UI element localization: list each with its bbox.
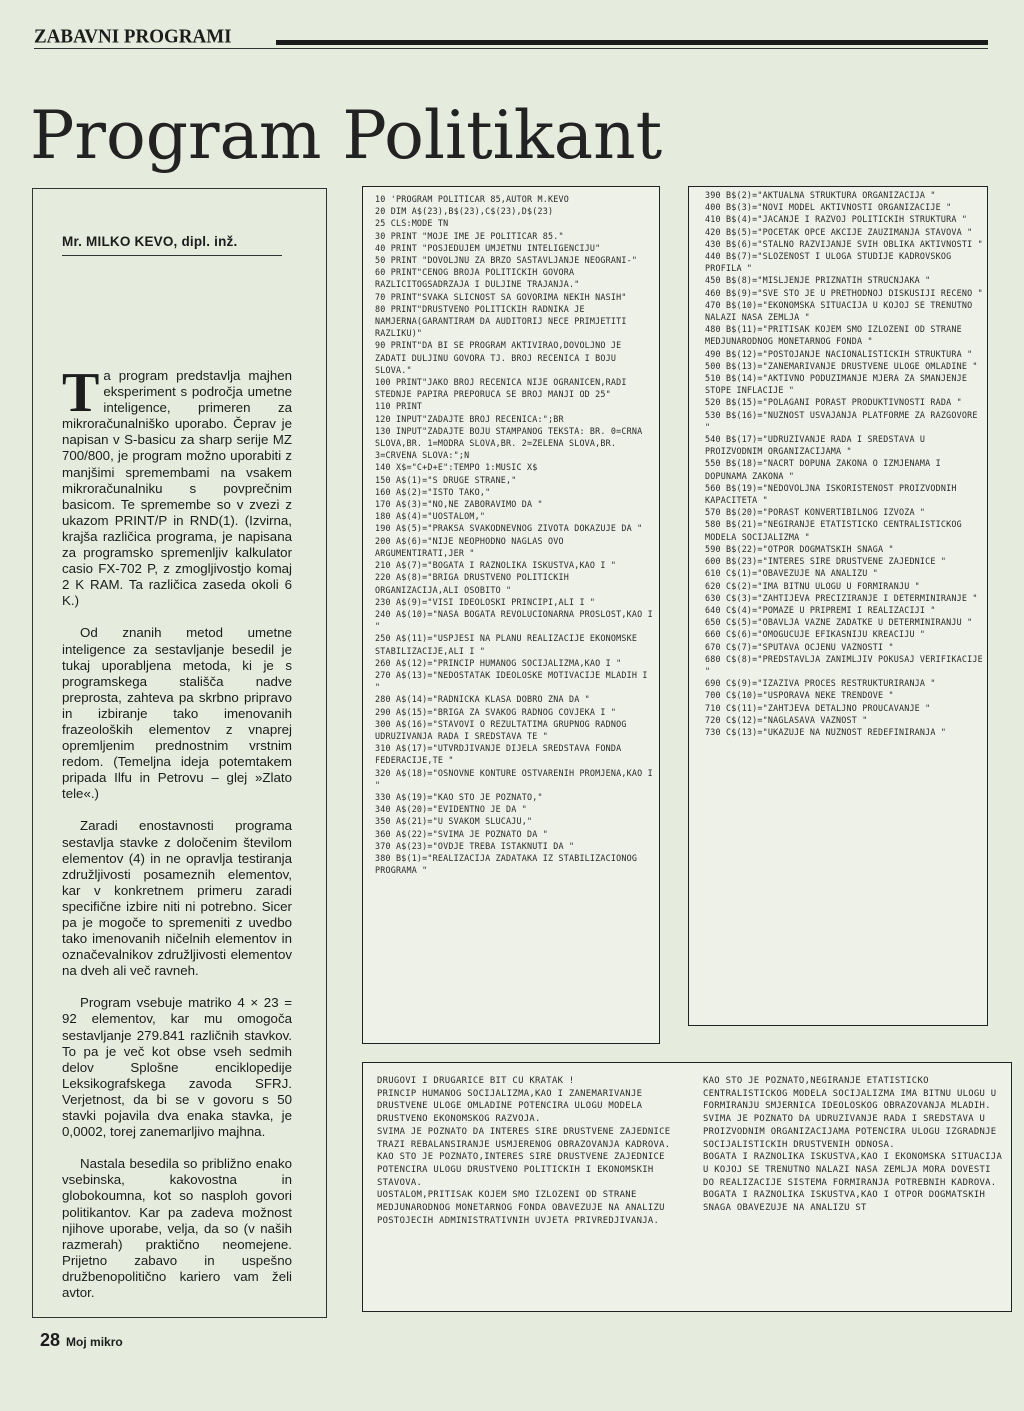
code-line: 500 B$(13)="ZANEMARIVANJE DRUSTVENE ULOGE OMLADINE " [705, 360, 978, 371]
code-line: 470 B$(10)="EKONOMSKA SITUACIJA U KOJOJ SE TRENUTNO NALAZI NASA ZEMLJA " [705, 299, 978, 323]
code-line: 380 B$(1)="REALIZACIJA ZADATAKA IZ STABILIZACIONOG PROGRAMA " [375, 852, 643, 876]
code-line: 50 PRINT "DOVOLJNU ZA BRZO SASTAVLJANJE NEOGRANI-" [375, 255, 638, 266]
paragraph-2: Od znanih metod umetne inteligence za sestavljanje besedil je tukaj uporabljena metoda, ki je s programskega stališča nadve preprosta, zahteva pa skrbno pripravo in izbiranje tako imenovanih frazeoloških elementov z vnaprej opremljenim prednostnim vrstnim redom. (Temeljna ideja potemtakem pripada Ilfu in Petrovu – glej »Zlato tele«.) [62, 625, 292, 802]
code-line: 320 A$(18)="OSNOVNE KONTURE OSTVARENIH PROMJENA,KAO I " [375, 767, 659, 790]
listing-1-lines [375, 193, 659, 876]
code-line: 290 A$(15)="BRIGA ZA SVAKOG RADNOG COVJEKA I " [375, 706, 617, 717]
code-line: 540 B$(17)="UDRUZIVANJE RADA I SREDSTAVA U PROIZVODNIM ORGANIZACIJAMA " [705, 434, 931, 457]
paragraph-3: Zaradi enostavnosti programa sestavlja stavke z določenim številom elementov (4) in ne opravlja testiranja združljivosti posameznih elementov, kar v konkretnem primeru zaradi specifične izbire niti ni potrebno. Sicer pa je mogoče to spremeniti z uvedbo tako imenovanih ničelnih elementov in označevalnikov združljivosti elementov na dveh ali več ravneh. [62, 818, 292, 979]
code-line: 550 B$(18)="NACRT DOPUNA ZAKONA O IZMJENAMA I DOPUNAMA ZAKONA " [705, 458, 947, 481]
code-line: 340 A$(20)="EVIDENTNO JE DA " [375, 804, 528, 815]
code-line: 660 C$(6)="OMOGUCUJE EFIKASNIJU KREACIJU " [705, 629, 926, 640]
code-line: 220 A$(8)="BRIGA DRUSTVENO POLITICKIH ORGANIZACIJA,ALI OSOBITO " [375, 572, 575, 595]
code-line: 30 PRINT "MOJE IME JE POLITICAR 85." [375, 230, 564, 241]
code-listing-2 [688, 186, 988, 1026]
code-line: 210 A$(7)="BOGATA I RAZNOLIKA ISKUSTVA,KAO I " [375, 560, 617, 571]
article-title: Program Politikant [30, 97, 663, 174]
code-line: 490 B$(12)="POSTOJANJE NACIONALISTICKIH STRUKTURA " [705, 348, 973, 359]
code-line: 160 A$(2)="ISTO TAKO," [375, 486, 491, 497]
code-line: 200 A$(6)="NIJE NEOPHODNO NAGLAS OVO ARGUMENTIRATI,JER " [375, 535, 569, 558]
code-line: 40 PRINT "POSJEDUJEM UMJETNU INTELIGENCIJU" [375, 242, 601, 253]
code-line: 190 A$(5)="PRAKSA SVAKODNEVNOG ZIVOTA DOKAZUJE DA " [375, 523, 643, 534]
code-line: 330 A$(19)="KAO STO JE POZNATO," [375, 791, 543, 802]
code-line: 260 A$(12)="PRINCIP HUMANOG SOCIJALIZMA,KAO I " [375, 657, 622, 668]
code-line: 560 B$(19)="NEDOVOLJNA ISKORISTENOST PROIZVODNIH KAPACITETA " [705, 482, 962, 506]
output-right-column: KAO STO JE POZNATO,NEGIRANJE ETATISTICKO CENTRALISTICKOG MODELA SOCIJALIZMA IMA BITNU ULOGU U FORMIRANJU SMJERNICA IDEOLOSKOG OBRAZOVANJA MLADIH. SVIMA JE POZNATO DA UDRUZIVANJE RADA I SREDSTAVA U PROIZVODNIM ORGANIZACIJAMA POTENCIRA ULOGU IZGRADNJE SOCIJALISTICKIH DRUSTVENIH ODNOSA. BOGATA I RAZNOLIKA ISKUSTVA,KAO I EKONOMSKA SITUACIJA U KOJOJ SE TRENUTNO NALAZI NASA ZEMLJA MORA DOVESTI DO REALIZACIJE SISTEMA FORMIRANJA POTREBNIH KADROVA. BOGATA I RAZNOLIKA ISKUSTVA,KAO I OTPOR DOGMATSKIH SNAGA OBAVEZUJE NA ANALIZU ST [703, 1076, 1003, 1214]
paragraph-4: Program vsebuje matriko 4 × 23 = 92 elementov, kar mu omogoča sestavljanje 279.841 različnih stavkov. To pa je več kot obse vseh sedmih delov Splošne enciklopedije Leksikografskega zavoda SFRJ. Verjetnost, da bi se v govoru s 50 stavki pojavila dva enaka stavka, je 0,0002, torej zanemarljivo majhna. [62, 995, 292, 1140]
paragraph-5: Nastala besedila so približno enako vsebinska, kakovostna in globokoumna, kot so nasploh govori politikantov. Kar pa zadeva možnost njihove uporabe, velja, da so (v naših razmerah) praktično neomejene. Prijetno zabavo in uspešno družbenopolitično kariero vam želi avtor. [62, 1156, 292, 1300]
drop-cap: T [62, 362, 100, 424]
program-output-box [362, 1062, 1012, 1312]
code-line: 180 A$(4)="UOSTALOM," [375, 511, 486, 522]
code-line: 20 DIM A$(23),B$(23),C$(23),D$(23) [375, 206, 554, 217]
code-line: 280 A$(14)="RADNICKA KLASA DOBRO ZNA DA " [375, 694, 590, 705]
code-line: 600 B$(23)="INTERES SIRE DRUSTVENE ZAJEDNICE " [705, 556, 947, 567]
code-line: 510 B$(14)="AKTIVNO PODUZIMANJE MJERA ZA SMANJENJE STOPE INFLACIJE " [705, 373, 973, 396]
code-line: 240 A$(10)="NASA BOGATA REVOLUCIONARNA PROSLOST,KAO I " [375, 608, 659, 632]
page-footer [40, 1330, 123, 1351]
listing-2-lines [705, 189, 987, 738]
code-line: 680 C$(8)="PREDSTAVLJA ZANIMLJIV POKUSAJ VERIFIKACIJE " [705, 653, 989, 676]
code-line: 270 A$(13)="NEDOSTATAK IDEOLOSKE MOTIVACIJE MLADIH I " [375, 669, 653, 693]
code-line: 530 B$(16)="NUZNOST USVAJANJA PLATFORME ZA RAZGOVORE " [705, 409, 983, 432]
code-line: 480 B$(11)="PRITISAK KOJEM SMO IZLOZENI OD STRANE MEDJUNARODNOG MONETARNOG FONDA " [705, 324, 968, 347]
code-line: 520 B$(15)="POLAGANI PORAST PRODUKTIVNOSTI RADA " [705, 397, 962, 408]
code-line: 590 B$(22)="OTPOR DOGMATSKIH SNAGA " [705, 543, 894, 554]
code-line: 100 PRINT"JAKO BROJ RECENICA NIJE OGRANICEN,RADI STEDNJE PAPIRA PREPORUCA SE BROJ MANJI OD 25" [375, 377, 632, 400]
code-line: 620 C$(2)="IMA BITNU ULOGU U FORMIRANJU " [705, 580, 920, 591]
code-line: 420 B$(5)="POCETAK OPCE AKCIJE ZAUZIMANJA STAVOVA " [705, 226, 973, 237]
code-line: 640 C$(4)="POMAZE U PRIPREMI I REALIZACIJI " [705, 604, 936, 615]
code-line: 580 B$(21)="NEGIRANJE ETATISTICKO CENTRALISTICKOG MODELA SOCIJALIZMA " [705, 519, 968, 542]
code-line: 60 PRINT"CENOG BROJA POLITICKIH GOVORA RAZLICITOGSADRZAJA I DULJINE TRAJANJA." [375, 267, 580, 290]
code-line: 150 A$(1)="S DRUGE STRANE," [375, 474, 517, 485]
code-listing-1 [362, 186, 660, 1044]
code-line: 390 B$(2)="AKTUALNA STRUKTURA ORGANIZACIJA " [705, 190, 936, 200]
code-line: 10 'PROGRAM POLITICAR 85,AUTOR M.KEVO [375, 194, 569, 204]
paragraph-intro [62, 362, 292, 609]
magazine-name: Moj mikro [66, 1335, 123, 1349]
code-line: 650 C$(5)="OBAVLJA VAZNE ZADATKE U DETERMINIRANJU " [705, 617, 973, 628]
code-line: 720 C$(12)="NAGLASAVA VAZNOST " [705, 714, 868, 725]
section-rule [276, 40, 988, 45]
section-rule-thin [34, 48, 988, 49]
code-line: 350 A$(21)="U SVAKOM SLUCAJU," [375, 816, 533, 827]
code-line: 90 PRINT"DA BI SE PROGRAM AKTIVIRAO,DOVOLJNO JE ZADATI DULJINU GOVORA TJ. BROJ RECENICA I BOJU SLOVA." [375, 340, 627, 375]
code-line: 170 A$(3)="NO,NE ZABORAVIMO DA " [375, 499, 543, 510]
code-line: 370 A$(23)="OVDJE TREBA ISTAKNUTI DA " [375, 840, 575, 851]
code-line: 730 C$(13)="UKAZUJE NA NUZNOST REDEFINIRANJA " [705, 726, 947, 737]
article-body [62, 362, 292, 1317]
code-line: 120 INPUT"ZADAJTE BROJ RECENICA:";BR [375, 413, 564, 424]
code-line: 670 C$(7)="SPUTAVA OCJENU VAZNOSTI " [705, 641, 894, 652]
code-line: 400 B$(3)="NOVI MODEL AKTIVNOSTI ORGANIZACIJE " [705, 202, 952, 213]
code-line: 460 B$(9)="SVE STO JE U PRETHODNOJ DISKUSIJI RECENO " [705, 287, 983, 298]
code-line: 710 C$(11)="ZAHTJEVA DETALJNO PROUCAVANJE " [705, 702, 931, 713]
code-line: 410 B$(4)="JACANJE I RAZVOJ POLITICKIH STRUKTURA " [705, 214, 968, 225]
code-line: 80 PRINT"DRUSTVENO POLITICKIH RADNIKA JE NAMJERNA(GARANTIRAM DA AUDITORIJ NECE PRIMJETITI RAZLIKU)" [375, 303, 632, 339]
code-line: 25 CLS:MODE TN [375, 218, 449, 229]
paragraph-1-text: a program predstavlja majhen eksperiment s področja umetne inteligence, primeren za mikroračunalniško uporabo. Čeprav je napisan v S-basicu za sharp serije MZ 700/800, je program možno uporabiti z manjšimi spremembami na vsakem mikroračunalniku s povprečnim basicom. Te spremembe so v zvezi z ukazom PRINT/P in RND(1). (Izvirna, krajša različica programa, je napisana za programsko spremenljiv kalkulator casio FX-702 P, z zmogljivostjo komaj 2 K RAM. Ta različica zaseda okoli 6 K.) [62, 368, 292, 609]
code-line: 430 B$(6)="STALNO RAZVIJANJE SVIH OBLIKA AKTIVNOSTI " [705, 238, 983, 249]
code-line: 440 B$(7)="SLOZENOST I ULOGA STUDIJE KADROVSKOG PROFILA " [705, 251, 957, 274]
code-line: 360 A$(22)="SVIMA JE POZNATO DA " [375, 828, 548, 839]
code-line: 450 B$(8)="MISLJENJE PRIZNATIH STRUCNJAKA " [705, 275, 931, 286]
code-line: 70 PRINT"SVAKA SLICNOST SA GOVORIMA NEKIH NASIH" [375, 291, 627, 302]
page-number: 28 [40, 1330, 61, 1350]
author-byline: Mr. MILKO KEVO, dipl. inž. [62, 234, 282, 256]
code-line: 130 INPUT"ZADAJTE BOJU STAMPANOG TEKSTA: BR. 0=CRNA SLOVA,BR. 1=MODRA SLOVA,BR. 2=ZELENA SLOVA,BR. 3=CRVENA SLOVA:";N [375, 425, 648, 461]
code-line: 700 C$(10)="USPORAVA NEKE TRENDOVE " [705, 690, 894, 701]
code-line: 570 B$(20)="PORAST KONVERTIBILNOG IZVOZA " [705, 507, 926, 518]
code-line: 610 C$(1)="OBAVEZUJE NA ANALIZU " [705, 568, 878, 579]
code-line: 230 A$(9)="VISI IDEOLOSKI PRINCIPI,ALI I " [375, 596, 596, 607]
code-line: 110 PRINT [375, 401, 423, 412]
output-left-column: DRUGOVI I DRUGARICE BIT CU KRATAK ! PRINCIP HUMANOG SOCIJALIZMA,KAO I ZANEMARIVANJE DRUSTVENE ULOGE OMLADINE POTENCIRA ULOGU MODELA DRUSTVENO EKONOMSKOG RAZVOJA. SVIMA JE POZNATO DA INTERES SIRE DRUSTVENE ZAJEDNICE TRAZI REBALANSIRANJE USMJERENOG OBRAZOVANJA KADROVA. KAO STO JE POZNATO,INTERES SIRE DRUSTVENE ZAJEDNICE POTENCIRA ULOGU DRUSTVENO POLITICKIH I EKONOMSKIH STAVOVA. UOSTALOM,PRITISAK KOJEM SMO IZLOZENI OD STRANE MEDJUNARODNOG MONETARNOG FONDA OBAVEZUJE NA ANALIZU POSTOJECIH ADMINISTRATIVNIH UVJETA PRIVREDJIVANJA. [377, 1076, 671, 1226]
code-line: 310 A$(17)="UTVRDJIVANJE DIJELA SREDSTAVA FONDA FEDERACIJE,TE " [375, 743, 627, 766]
code-line: 140 X$="C+D+E":TEMPO 1:MUSIC X$ [375, 462, 538, 473]
section-label: ZABAVNI PROGRAMI [34, 25, 232, 48]
code-line: 250 A$(11)="USPJESI NA PLANU REALIZACIJE EKONOMSKE STABILIZACIJE,ALI I " [375, 633, 643, 656]
code-line: 300 A$(16)="STAVOVI O REZULTATIMA GRUPNOG RADNOG UDRUZIVANJA RADA I SREDSTAVA TE " [375, 718, 632, 741]
code-line: 630 C$(3)="ZAHTIJEVA PRECIZIRANJE I DETERMINIRANJE " [705, 592, 978, 603]
code-line: 690 C$(9)="IZAZIVA PROCES RESTRUKTURIRANJA " [705, 678, 936, 689]
